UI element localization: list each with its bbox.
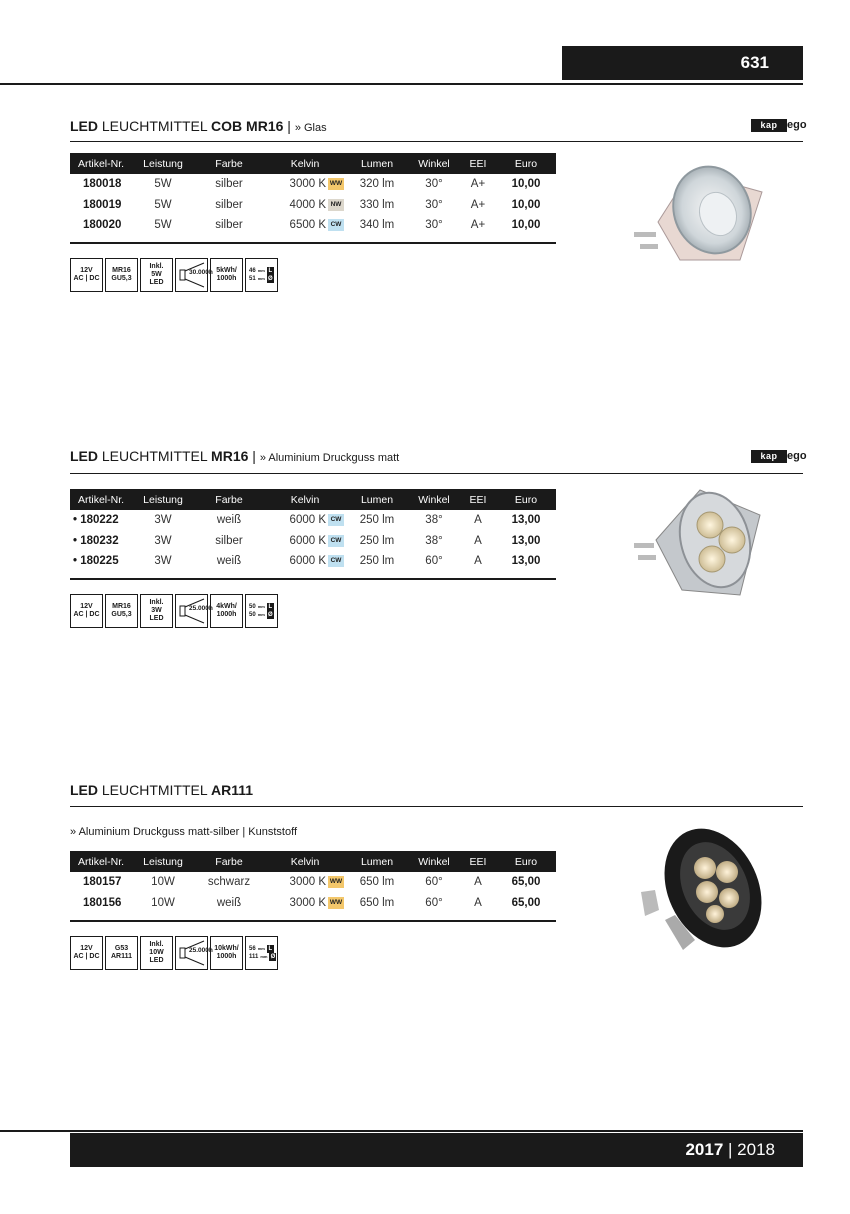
dimensions-icon: 46 mm L 51 mm Ø (245, 258, 278, 292)
voltage-icon: 12V AC | DC (70, 594, 103, 628)
cell-lumen: 250 lm (359, 534, 395, 547)
socket-icon: G53 AR111 (105, 936, 138, 970)
spec-table (70, 153, 556, 236)
table-header (70, 489, 556, 510)
table-header (70, 851, 556, 872)
cell-eei: A (474, 514, 482, 527)
cell-euro: 10,00 (511, 219, 541, 232)
col-farbe: Farbe (194, 489, 264, 510)
section-rule (70, 806, 803, 807)
kelvin-value: 4000 K (289, 198, 326, 211)
cell-farbe: weiß (216, 514, 242, 527)
cell-euro: 10,00 (511, 178, 541, 191)
light-tag-badge: NW (328, 199, 344, 211)
page-number: 631 (562, 46, 803, 80)
title-light: LEUCHTMITTEL (98, 448, 212, 464)
brand-logo (751, 449, 807, 467)
table-bottom-rule (70, 242, 556, 244)
cell-leistung: 5W (154, 219, 172, 232)
cell-kelvin (264, 510, 346, 531)
cell-kelvin (264, 872, 346, 893)
cell-kelvin (264, 893, 346, 914)
cell-artikel: 180156 (83, 896, 122, 909)
title-subtitle: » Glas (294, 122, 327, 134)
cell-winkel: 30° (425, 178, 443, 191)
kelvin-value: 6000 K (289, 555, 326, 568)
product-image-ar111 (635, 820, 770, 960)
col-artikel: Artikel-Nr. (70, 851, 132, 872)
cell-leistung: 10W (151, 896, 175, 909)
included-lamp-icon: Inkl. 5W LED (140, 258, 173, 292)
section-title (70, 448, 399, 464)
cell-winkel: 38° (425, 534, 443, 547)
col-eei: EEI (460, 851, 496, 872)
title-bold: LED (70, 118, 98, 134)
col-leistung: Leistung (132, 153, 194, 174)
col-leistung: Leistung (132, 851, 194, 872)
cell-eei: A+ (470, 178, 486, 191)
footer-year-bold: 2017 (685, 1140, 724, 1159)
cell-lumen: 650 lm (359, 876, 395, 889)
title-separator: | (283, 118, 295, 134)
cell-lumen: 650 lm (359, 896, 395, 909)
kelvin-value: 6500 K (289, 219, 326, 232)
top-rule (0, 83, 803, 85)
kelvin-value: 3000 K (289, 876, 326, 889)
light-tag-badge: WW (328, 897, 344, 909)
cell-euro: 13,00 (511, 555, 541, 568)
cell-lumen: 330 lm (359, 198, 395, 211)
socket-icon: MR16 GU5,3 (105, 594, 138, 628)
cell-kelvin (264, 195, 346, 216)
cell-winkel: 60° (425, 876, 443, 889)
table-row (70, 174, 556, 195)
spec-icons (70, 594, 278, 630)
table-row (70, 531, 556, 552)
cell-kelvin (264, 215, 346, 236)
title-light: LEUCHTMITTEL (98, 118, 212, 134)
title-light: LEUCHTMITTEL (98, 782, 212, 798)
section-rule (70, 141, 803, 142)
cell-euro: 65,00 (511, 876, 541, 889)
col-euro: Euro (496, 851, 556, 872)
table-header (70, 153, 556, 174)
lifetime-icon: 30.000h (175, 258, 208, 292)
col-euro: Euro (496, 489, 556, 510)
col-farbe: Farbe (194, 851, 264, 872)
cell-leistung: 10W (151, 876, 175, 889)
energy-icon: 5kWh/ 1000h (210, 258, 243, 292)
col-lumen: Lumen (346, 153, 408, 174)
light-tag-badge: WW (328, 876, 344, 888)
spec-icons (70, 936, 278, 972)
cell-lumen: 340 lm (359, 219, 395, 232)
title-bold: LED (70, 448, 98, 464)
table-row (70, 551, 556, 572)
light-tag-badge: WW (328, 178, 344, 190)
kelvin-value: 3000 K (289, 896, 326, 909)
section-rule (70, 473, 803, 474)
footer-year (70, 1133, 803, 1167)
spec-icons (70, 258, 278, 294)
kelvin-value: 6000 K (289, 534, 326, 547)
cell-winkel: 38° (425, 514, 443, 527)
cell-kelvin (264, 174, 346, 195)
cell-leistung: 5W (154, 178, 172, 191)
socket-icon: MR16 GU5,3 (105, 258, 138, 292)
brand-logo (751, 118, 807, 136)
cell-winkel: 30° (425, 198, 443, 211)
energy-icon: 4kWh/ 1000h (210, 594, 243, 628)
lifetime-icon: 25.000h (175, 936, 208, 970)
voltage-icon: 12V AC | DC (70, 936, 103, 970)
title-model: AR111 (211, 782, 254, 798)
col-kelvin: Kelvin (264, 489, 346, 510)
cell-leistung: 3W (154, 555, 172, 568)
col-lumen: Lumen (346, 851, 408, 872)
section-title (70, 782, 253, 798)
col-euro: Euro (496, 153, 556, 174)
footer-year-light: 2018 (737, 1140, 775, 1159)
cell-euro: 65,00 (511, 896, 541, 909)
cell-eei: A+ (470, 198, 486, 211)
kelvin-value: 6000 K (289, 514, 326, 527)
cell-leistung: 3W (154, 514, 172, 527)
cell-kelvin (264, 551, 346, 572)
title-bold: LED (70, 782, 98, 798)
included-lamp-icon: Inkl. 3W LED (140, 594, 173, 628)
col-artikel: Artikel-Nr. (70, 489, 132, 510)
col-winkel: Winkel (408, 851, 460, 872)
footer-rule (0, 1130, 803, 1132)
kelvin-value: 3000 K (289, 178, 326, 191)
col-winkel: Winkel (408, 153, 460, 174)
cell-artikel: 180018 (83, 178, 122, 191)
light-tag-badge: CW (328, 219, 344, 231)
brand-logo-rest: ego (787, 450, 807, 462)
cell-lumen: 320 lm (359, 178, 395, 191)
table-bottom-rule (70, 578, 556, 580)
col-eei: EEI (460, 153, 496, 174)
cell-leistung: 5W (154, 198, 172, 211)
cell-artikel: • 180232 (73, 534, 119, 547)
cell-euro: 10,00 (511, 198, 541, 211)
footer-separator: | (723, 1140, 738, 1159)
cell-artikel: 180020 (83, 219, 122, 232)
cell-kelvin (264, 531, 346, 552)
col-eei: EEI (460, 489, 496, 510)
cell-eei: A (474, 896, 482, 909)
dimensions-icon: 50 mm L 50 mm Ø (245, 594, 278, 628)
col-lumen: Lumen (346, 489, 408, 510)
spec-table (70, 489, 556, 572)
cell-lumen: 250 lm (359, 514, 395, 527)
table-row (70, 510, 556, 531)
cell-eei: A (474, 555, 482, 568)
title-model: COB MR16 (211, 118, 284, 134)
cell-lumen: 250 lm (359, 555, 395, 568)
cell-winkel: 60° (425, 896, 443, 909)
cell-euro: 13,00 (511, 514, 541, 527)
light-tag-badge: CW (328, 555, 344, 567)
light-tag-badge: CW (328, 535, 344, 547)
dimensions-icon: 56 mm L 111 mm Ø (245, 936, 278, 970)
cell-euro: 13,00 (511, 534, 541, 547)
brand-logo-box: kap (751, 119, 787, 132)
light-tag-badge: CW (328, 514, 344, 526)
cell-farbe: schwarz (207, 876, 251, 889)
title-subtitle: » Aluminium Druckguss matt (259, 452, 400, 464)
table-row (70, 893, 556, 914)
cell-winkel: 30° (425, 219, 443, 232)
cell-farbe: silber (215, 534, 243, 547)
col-kelvin: Kelvin (264, 153, 346, 174)
title-separator: | (248, 448, 260, 464)
cell-winkel: 60° (425, 555, 443, 568)
brand-logo-box: kap (751, 450, 787, 463)
product-image-cob-mr16 (630, 152, 770, 282)
product-image-mr16 (630, 485, 770, 610)
material-description: » Aluminium Druckguss matt-silber | Kunststoff (70, 826, 298, 838)
cell-artikel: 180157 (83, 876, 122, 889)
brand-logo-rest: ego (787, 119, 807, 131)
voltage-icon: 12V AC | DC (70, 258, 103, 292)
cell-artikel: • 180222 (73, 514, 119, 527)
cell-eei: A (474, 876, 482, 889)
col-winkel: Winkel (408, 489, 460, 510)
cell-artikel: • 180225 (73, 555, 119, 568)
col-farbe: Farbe (194, 153, 264, 174)
table-bottom-rule (70, 920, 556, 922)
spec-table (70, 851, 556, 913)
title-model: MR16 (211, 448, 249, 464)
cell-farbe: weiß (216, 555, 242, 568)
cell-artikel: 180019 (83, 198, 122, 211)
cell-farbe: silber (215, 219, 243, 232)
cell-leistung: 3W (154, 534, 172, 547)
col-kelvin: Kelvin (264, 851, 346, 872)
table-row (70, 872, 556, 893)
col-artikel: Artikel-Nr. (70, 153, 132, 174)
included-lamp-icon: Inkl. 10W LED (140, 936, 173, 970)
cell-eei: A (474, 534, 482, 547)
lifetime-icon: 25.000h (175, 594, 208, 628)
col-leistung: Leistung (132, 489, 194, 510)
section-title (70, 118, 327, 134)
cell-farbe: weiß (216, 896, 242, 909)
cell-farbe: silber (215, 178, 243, 191)
energy-icon: 10kWh/ 1000h (210, 936, 243, 970)
table-row (70, 215, 556, 236)
cell-eei: A+ (470, 219, 486, 232)
cell-farbe: silber (215, 198, 243, 211)
table-row (70, 195, 556, 216)
